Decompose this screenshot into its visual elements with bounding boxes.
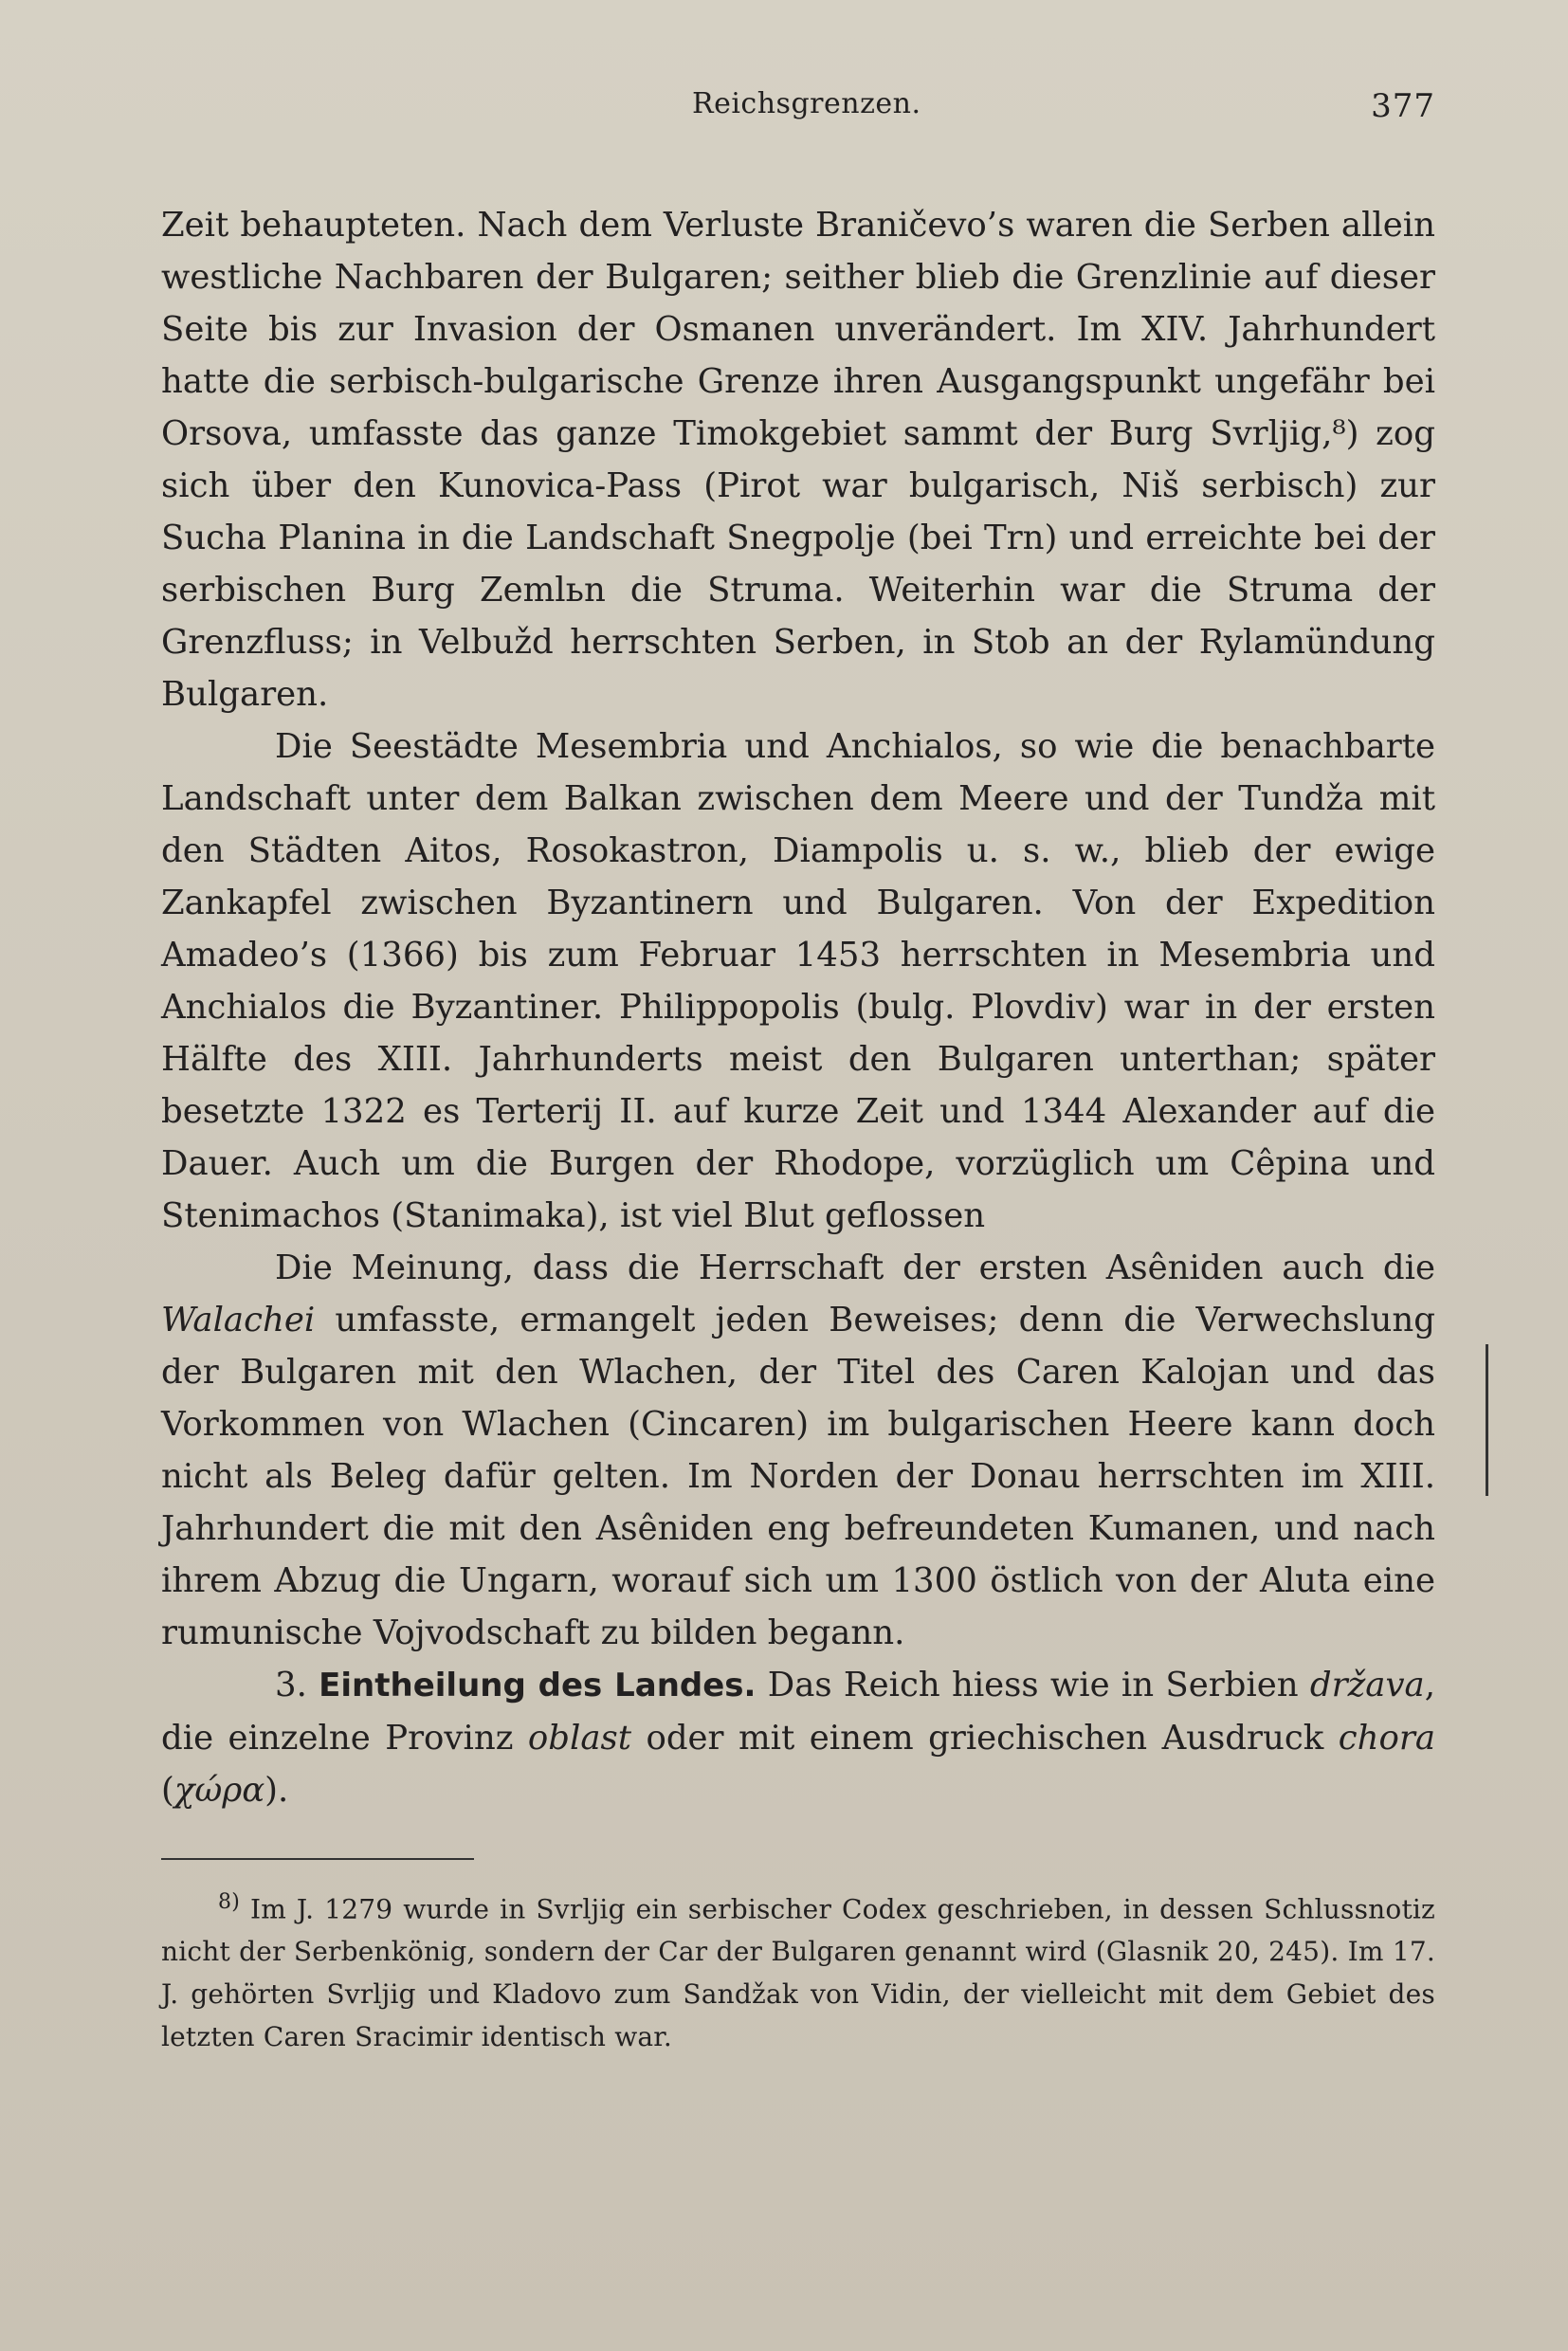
paragraph-3 — [161, 1242, 1435, 1659]
paragraph-1-text: Zeit behaupteten. Nach dem Verluste Braničevo’s waren die Serben allein westliche Nachbaren der Bulgaren; seither blieb die Grenzlinie auf dieser Seite bis zur Invasion der Osmanen unverändert. Im XIV. Jahrhundert hatte die serbisch-bulgarische Grenze ihren Ausgangspunkt ungefähr bei Orsova, umfasste das ganze Timokgebiet sammt der Burg Svrljig,⁸) zog sich über den Kunovica-Pass (Pirot war bulgarisch, Niš serbisch) zur Sucha Planina in die Landschaft Snegpolje (bei Trn) und erreichte bei der serbischen Burg Zemlьn die Struma. Weiterhin war die Struma der Grenzfluss; in Velbužd herrschten Serben, in Stob an der Rylamündung Bulgaren. — [161, 206, 1435, 714]
section-text-2: , die einzelne Provinz — [161, 1666, 1435, 1758]
section-text-1: Das Reich hiess wie in Serbien — [756, 1666, 1310, 1704]
term-oblast: oblast — [527, 1719, 631, 1758]
term-greek: χώρα — [173, 1771, 265, 1810]
section-text-4: ( — [161, 1771, 174, 1810]
page-number: 377 — [1371, 87, 1435, 125]
paragraph-3-text-a: Die Meinung, dass die Herrschaft der ersten Asêniden auch die — [275, 1248, 1435, 1287]
section-text-5: ). — [264, 1771, 289, 1810]
footnote-text: Im J. 1279 wurde in Svrljig ein serbischer Codex geschrieben, in dessen Schlussnotiz nicht der Serbenkönig, sondern der Car der Bulgaren genannt wird (Glasnik 20, 245). Im 17. J. gehörten Svrljig und Kladovo zum Sandžak von Vidin, der vielleicht mit dem Gebiet des letzten Caren Sracimir identisch war. — [161, 1893, 1435, 2053]
running-title: Reichsgrenzen. — [692, 87, 921, 120]
paragraph-3-italic: Walachei — [161, 1301, 316, 1340]
footnote-marker: 8) — [218, 1890, 240, 1914]
paragraph-2-text: Die Seestädte Mesembria und Anchialos, so wie die benachbarte Landschaft unter dem Balkan zwischen dem Meere und der Tundža mit den Städten Aitos, Rosokastron, Diampolis u. s. w., blieb der ewige Zankapfel zwischen Byzantinern und Bulgaren. Von der Expedition Amadeo’s (1366) bis zum Februar 1453 herrschten in Mesembria und Anchialos die Byzantiner. Philippopolis (bulg. Plovdiv) war in der ersten Hälfte des XIII. Jahrhunderts meist den Bulgaren unterthan; später besetzte 1322 es Terterij II. auf kurze Zeit und 1344 Alexander auf die Dauer. Auch um die Burgen der Rhodope, vorzüglich um Cêpina und Stenimachos (Stanimaka), ist viel Blut geflossen — [161, 727, 1435, 1235]
body-text — [161, 199, 1435, 1816]
section-text-3: oder mit einem griechischen Ausdruck — [630, 1719, 1339, 1758]
footnote-rule — [161, 1858, 474, 1860]
section-number: 3. — [275, 1666, 307, 1704]
paragraph-1 — [161, 199, 1435, 720]
paragraph-2 — [161, 720, 1435, 1242]
paragraph-3-text-b: umfasste, ermangelt jeden Beweises; denn die Verwechslung der Bulgaren mit den Wlachen, der Titel des Caren Kalojan und das Vorkommen von Wlachen (Cincaren) im bulgarischen Heere kann doch nicht als Beleg dafür gelten. Im Norden der Donau herrschten im XIII. Jahrhundert die mit den Asêniden eng befreundeten Kumanen, und nach ihrem Abzug die Ungarn, worauf sich um 1300 östlich von der Aluta eine rumunische Vojvodschaft zu bilden begann. — [161, 1301, 1435, 1652]
section-3-paragraph — [161, 1659, 1435, 1816]
term-chora: chora — [1338, 1719, 1435, 1758]
footnote — [161, 1881, 1435, 2058]
section-heading: Eintheilung des Landes. — [319, 1667, 757, 1704]
running-head — [161, 0, 1435, 199]
footnote-8 — [161, 1881, 1435, 2058]
margin-pencil-mark — [1486, 1344, 1492, 1496]
term-drzava: država — [1309, 1666, 1425, 1704]
